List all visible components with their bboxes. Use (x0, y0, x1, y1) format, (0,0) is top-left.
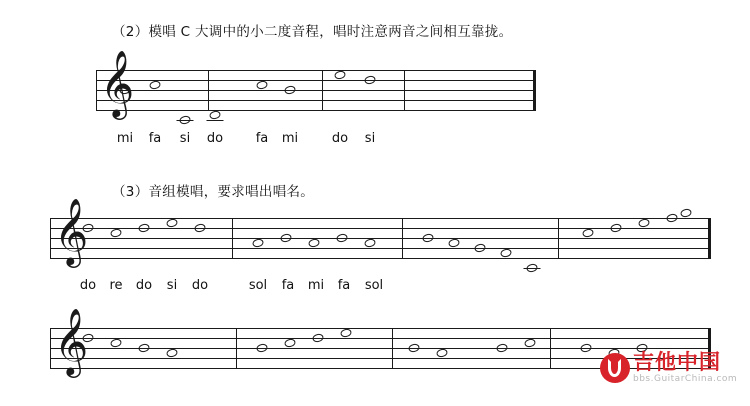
syllable: do (206, 131, 224, 146)
barline (402, 218, 403, 259)
instruction-text-2: （2）模唱 C 大调中的小二度音程，唱时注意两音之间相互靠拢。 (112, 24, 513, 40)
syllable: mi (116, 131, 134, 146)
syllable: fa (281, 278, 295, 293)
syllable: sol (248, 278, 268, 293)
barline (236, 328, 237, 369)
music-staff-system-1 (96, 49, 536, 117)
barline (404, 70, 405, 111)
barline (550, 328, 551, 369)
treble-clef-icon: 𝄞 (54, 197, 89, 265)
syllable: do (79, 278, 97, 293)
guitarchina-watermark (600, 352, 737, 384)
barline (558, 218, 559, 259)
end-barline (533, 70, 536, 111)
watermark-text (633, 352, 737, 384)
treble-clef-icon: 𝄞 (54, 307, 89, 375)
note-head (179, 115, 191, 125)
barline (322, 70, 323, 111)
syllable: mi (307, 278, 325, 293)
guitar-logo-icon (600, 353, 630, 383)
syllable: do (191, 278, 209, 293)
note-head (526, 263, 538, 273)
watermark-brand-cn: 吉他中国 (633, 350, 721, 374)
syllable: si (166, 278, 178, 293)
treble-clef-icon: 𝄞 (100, 49, 135, 117)
barline (392, 328, 393, 369)
instruction-text-3: （3）音组模唱，要求唱出唱名。 (112, 184, 315, 200)
syllable: do (135, 278, 153, 293)
staff-lines (50, 218, 710, 258)
end-barline (708, 218, 711, 259)
staff-lines (96, 70, 536, 110)
syllable: sol (364, 278, 384, 293)
note-head (209, 110, 221, 120)
barline (50, 328, 51, 369)
syllable: fa (255, 131, 269, 146)
watermark-brand-en: bbs.GuitarChina.com (633, 374, 738, 384)
syllable-row-2 (50, 278, 710, 296)
syllable: do (331, 131, 349, 146)
syllable: fa (337, 278, 351, 293)
note-head (680, 208, 692, 218)
syllable: fa (148, 131, 162, 146)
syllable: mi (281, 131, 299, 146)
syllable: si (364, 131, 376, 146)
music-staff-system-2 (50, 197, 710, 265)
barline (232, 218, 233, 259)
syllable: re (109, 278, 123, 293)
barline (96, 70, 97, 111)
syllable: si (179, 131, 191, 146)
ledger-line (207, 120, 224, 121)
syllable-row-1 (96, 131, 536, 149)
barline (50, 218, 51, 259)
barline (208, 70, 209, 111)
